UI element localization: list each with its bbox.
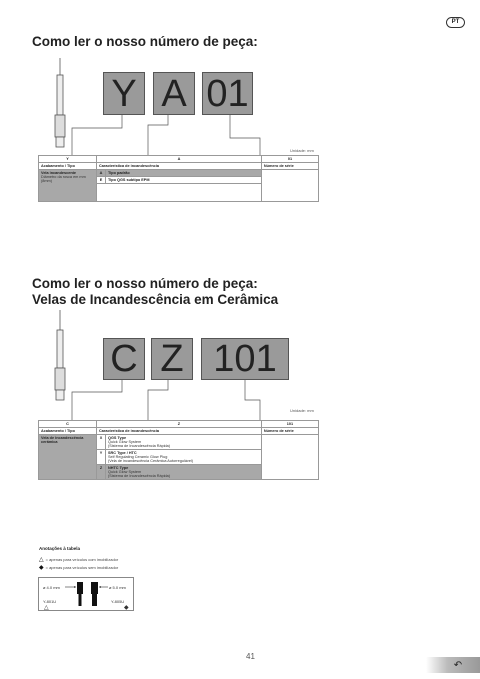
code-box-finish: C (103, 338, 145, 380)
code-box-serial: 01 (202, 72, 253, 115)
code-box-finish: Y (103, 72, 145, 115)
col-header-serial: Número de série (261, 163, 318, 170)
language-badge: PT (446, 17, 465, 28)
type-letter: Y (97, 450, 106, 465)
type-letter: X (97, 435, 106, 450)
diamond-icon: ◆ (39, 565, 44, 571)
col-header-finish: Acabamento / Tipo (39, 163, 97, 170)
annotation-item: ◆ = apenas para veículos sem imobilizador (39, 565, 119, 571)
triangle-icon: △ (44, 605, 49, 611)
col-code-serial: 101 (261, 421, 318, 428)
col-header-characteristic: Característica de incandescência (97, 428, 262, 435)
finish-cell: Vela incandescente Diâmetro da rosca em mm (8mm) (39, 170, 97, 202)
col-code-finish: Y (39, 156, 97, 163)
diamond-icon: ◆ (124, 605, 129, 611)
type-cell: QGS Type Quick Glow System (Sistema de Incandescência Rápida) (106, 435, 262, 450)
section1-unit: Unidade: mm (290, 148, 314, 153)
col-code-characteristic: Z (97, 421, 262, 428)
type-name: Tipo padrão (106, 170, 262, 177)
right-diameter-label: ø 5.0 mm (109, 585, 126, 590)
serial-cell (261, 435, 318, 480)
annotations-title: Anotações à tabela (39, 546, 81, 551)
code-box-characteristic: Z (151, 338, 193, 380)
serial-cell (261, 170, 318, 202)
type-cell: SRC Type / HTC Self Regulating Ceramic Glow Plug (Vela de incandescência Cerâmica Autorregulável) (106, 450, 262, 465)
code-box-serial: 101 (201, 338, 289, 380)
left-part-code: Y-801U (43, 599, 57, 604)
section1-title: Como ler o nosso número de peça: (32, 34, 258, 49)
empty-cell (97, 184, 262, 202)
plug-tip-right-icon (91, 582, 98, 606)
triangle-icon: △ (39, 557, 44, 563)
code-box-characteristic: A (153, 72, 195, 115)
type-letter: E (97, 177, 106, 184)
section2-subtitle: Velas de Incandescência em Cerâmica (32, 292, 279, 307)
type-letter: Z (97, 465, 106, 480)
section1-table (38, 155, 319, 202)
annotation-item: △ = apenas para veículos com imobilizador (39, 557, 119, 563)
type-letter: A (97, 170, 106, 177)
section2-unit: Unidade: mm (290, 408, 314, 413)
section2-table (38, 420, 319, 480)
glow-plug-illustration-2 (55, 310, 65, 400)
col-header-characteristic: Característica de incandescência (97, 163, 262, 170)
col-header-serial: Número de série (261, 428, 318, 435)
col-code-characteristic: A (97, 156, 262, 163)
plug-tip-left-icon (77, 582, 83, 606)
left-diameter-label: ø 4.0 mm (43, 585, 60, 590)
col-header-finish: Acabamento / Tipo (39, 428, 97, 435)
col-code-serial: 01 (261, 156, 318, 163)
glow-plug-illustration-1 (55, 58, 65, 147)
col-code-finish: C (39, 421, 97, 428)
right-part-code: Y-805U (111, 599, 125, 604)
finish-cell: Vela de incandescência cerâmica (39, 435, 97, 480)
section2-title: Como ler o nosso número de peça: (32, 276, 258, 291)
type-cell: NHTC Type Quick Glow System (Sistema de Incandescência Rápida) (106, 465, 262, 480)
back-button[interactable] (426, 657, 480, 673)
plug-comparison-diagram (38, 577, 134, 611)
type-name: Tipo QGS subtipo EPM (106, 177, 262, 184)
return-arrow-icon: ↶ (453, 659, 463, 671)
page-number: 41 (246, 652, 255, 661)
